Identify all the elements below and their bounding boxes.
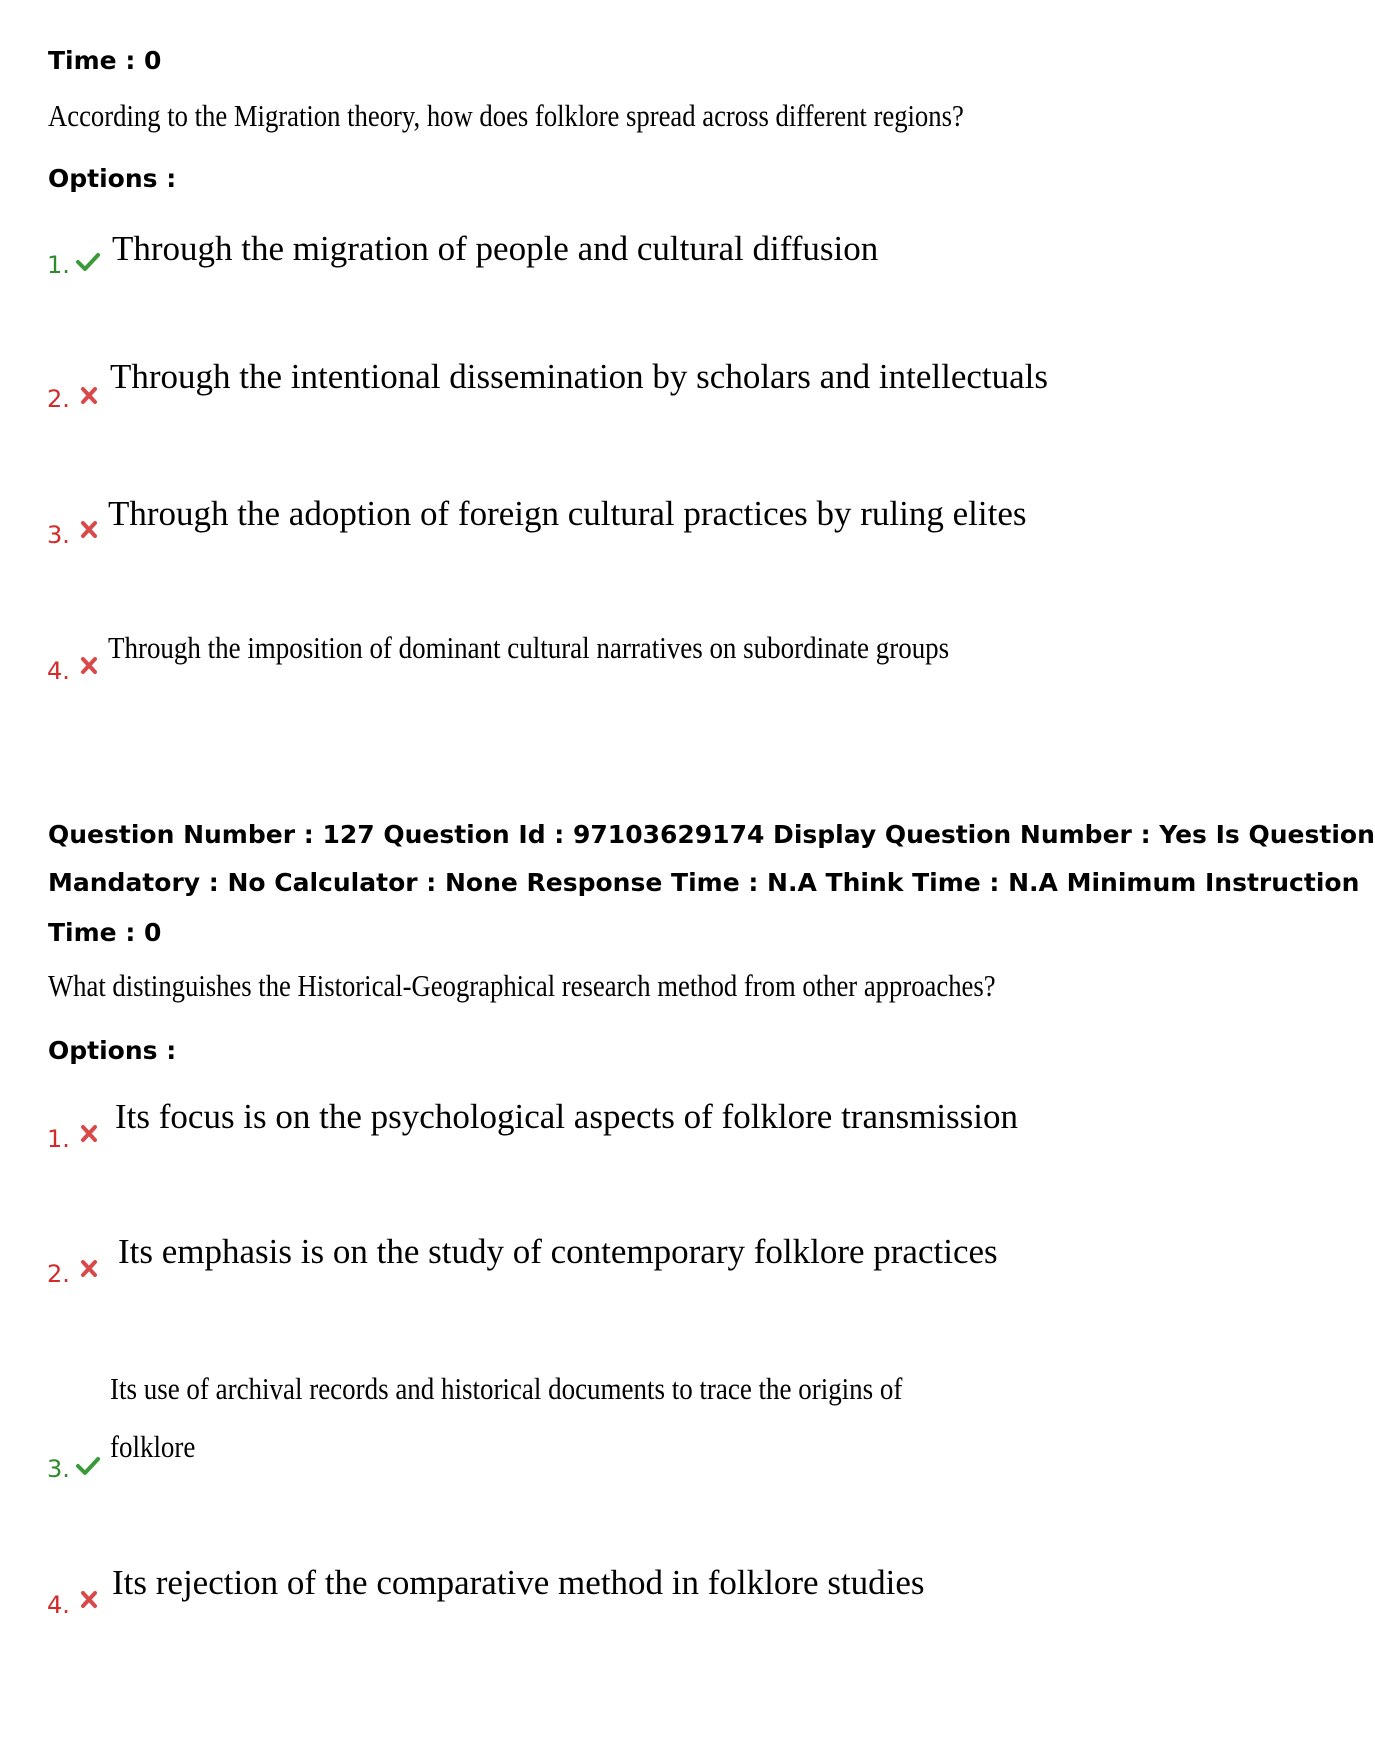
check-icon xyxy=(76,1456,100,1476)
option-number: 4. xyxy=(47,1591,70,1619)
question-text: What distinguishes the Historical-Geographical research method from other approaches? xyxy=(48,968,996,1003)
option-number: 3. xyxy=(47,521,70,549)
time-label: Time : 0 xyxy=(48,46,162,75)
option-text: Through the imposition of dominant cultural narratives on subordinate groups xyxy=(108,630,950,665)
question-meta-line-2: Mandatory : No Calculator : None Response Time : N.A Think Time : N.A Minimum Instruction xyxy=(48,868,1360,897)
option-text: Through the intentional dissemination by scholars and intellectuals xyxy=(110,357,1048,396)
cross-icon xyxy=(78,656,102,676)
option-text: Its focus is on the psychological aspects of folklore transmission xyxy=(115,1097,1019,1136)
time-label: Time : 0 xyxy=(48,918,162,947)
option-number: 2. xyxy=(47,1260,70,1288)
option-number: 4. xyxy=(47,657,70,685)
options-label: Options : xyxy=(48,164,177,193)
option-text: Its emphasis is on the study of contemporary folklore practices xyxy=(118,1232,998,1271)
cross-icon xyxy=(78,1259,102,1279)
option-number: 1. xyxy=(47,251,70,279)
option-text: Through the migration of people and cultural diffusion xyxy=(112,229,879,268)
cross-icon xyxy=(78,386,102,406)
option-text: Its rejection of the comparative method in folklore studies xyxy=(112,1563,925,1602)
option-text: Its use of archival records and historical documents to trace the origins of xyxy=(110,1371,903,1406)
check-icon xyxy=(76,252,100,272)
cross-icon xyxy=(78,520,102,540)
option-number: 2. xyxy=(47,385,70,413)
option-text: Through the adoption of foreign cultural practices by ruling elites xyxy=(108,494,1027,533)
cross-icon xyxy=(78,1124,102,1144)
question-meta-line-1: Question Number : 127 Question Id : 97103629174 Display Question Number : Yes Is Question xyxy=(48,820,1375,849)
question-text: According to the Migration theory, how does folklore spread across different regions? xyxy=(48,98,964,133)
option-text-continued: folklore xyxy=(110,1429,196,1464)
option-number: 1. xyxy=(47,1125,70,1153)
option-number: 3. xyxy=(47,1455,70,1483)
options-label: Options : xyxy=(48,1036,177,1065)
cross-icon xyxy=(78,1590,102,1610)
